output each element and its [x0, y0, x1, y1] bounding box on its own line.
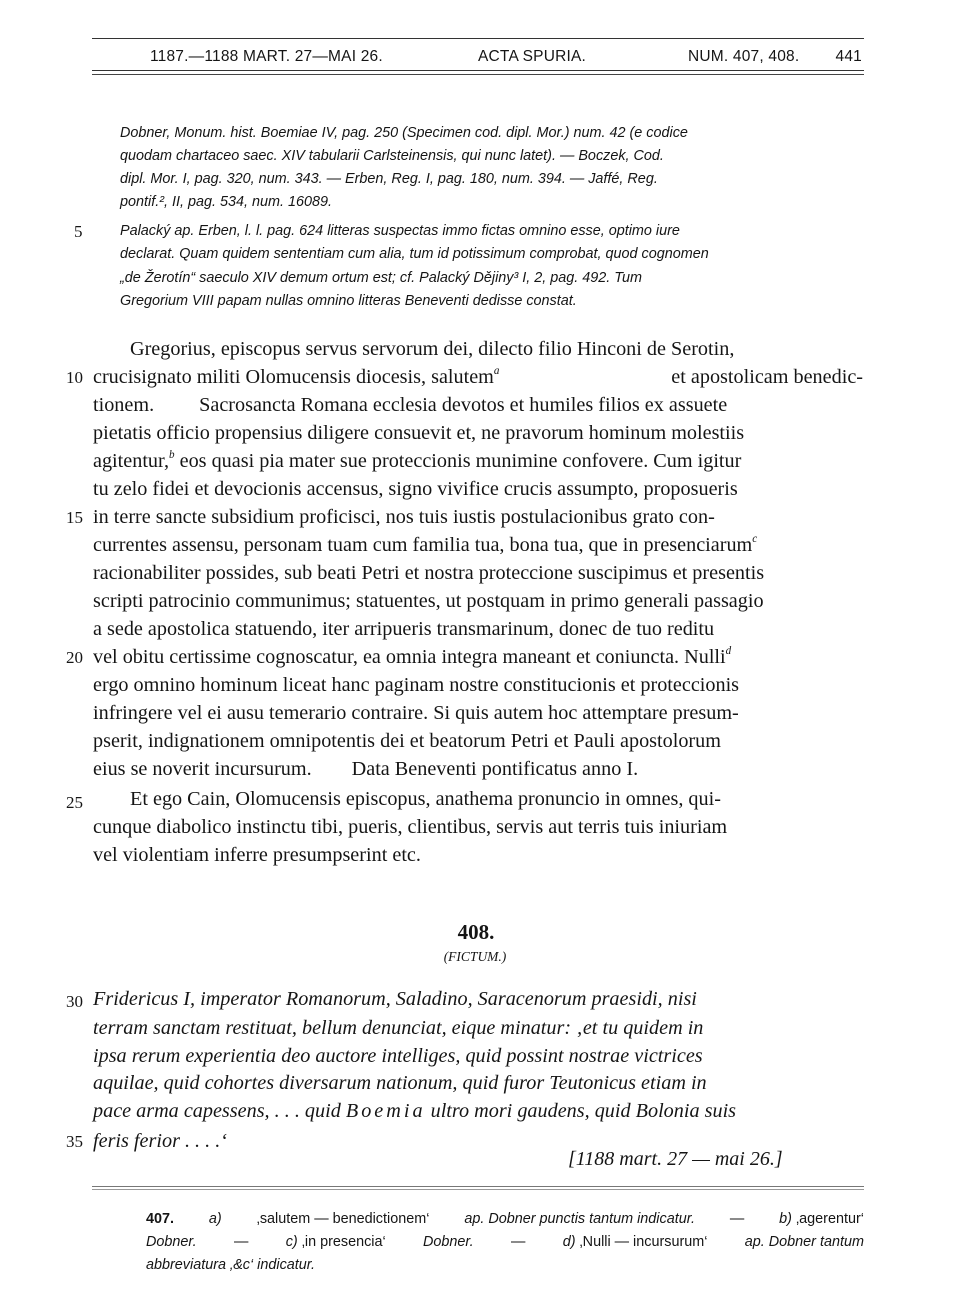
line-number-35: 35	[66, 1132, 83, 1151]
page-number: 441	[835, 48, 862, 65]
footnote-document-number: 407.	[146, 1211, 175, 1227]
note-line-1: Dobner, Monum. hist. Boemiae IV, pag. 250 (Specimen cod. dipl. Mor.) num. 42 (e codice	[120, 125, 688, 141]
text-line: pietatis officio propensius diligere consuevit et, ne pravorum hominum molestiis	[93, 422, 745, 444]
footnote-segment	[286, 1234, 386, 1250]
text-segment: et apostolicam benedic-	[671, 366, 863, 388]
document-number: 408.	[457, 920, 495, 944]
footnote-segment: —	[729, 1211, 745, 1227]
text-segment: currentes assensu, personam tuam cum familia tua, bona tua, que in presenciarum	[93, 534, 753, 556]
text-line	[93, 1100, 863, 1123]
text-line: a sede apostolica statuendo, iter arripueris transmarinum, donec de tuo reditu	[93, 618, 715, 640]
note-line-8: Gregorium VIII papam nullas omnino litteras Beneventi dedisse constat.	[120, 293, 577, 309]
text-line: vel violentiam inferre presumpserint etc.	[93, 844, 421, 866]
text-line: scripti patrocinio communimus; statuentes, ut postquam in primo generali passagio	[93, 590, 764, 612]
footnote-ref-c: c	[752, 533, 758, 546]
line-number-30: 30	[66, 992, 83, 1011]
footnote-segment: ‚salutem — benedictionem‘	[256, 1211, 430, 1227]
footnote-segment: —	[510, 1234, 526, 1250]
text-segment: pace arma capessens, . . . quid	[93, 1100, 341, 1122]
header-doc-numbers: NUM. 407, 408.	[688, 48, 800, 65]
footnote-label-b: b)	[779, 1211, 792, 1227]
text-line	[93, 450, 863, 473]
running-header	[140, 46, 862, 72]
text-line	[93, 788, 863, 811]
note-line-5: Palacký ap. Erben, l. l. pag. 624 litteras suspectas immo fictas omnino esse, optimo iure	[120, 223, 680, 239]
header-rule-double-1	[92, 70, 864, 71]
text-segment: eos quasi pia mater sue proteccionis munimine confovere. Cum igitur	[179, 450, 742, 472]
footnote-segment	[779, 1211, 864, 1227]
footnote-line-3	[146, 1257, 864, 1273]
text-line: ergo omnino hominum liceat hanc paginam nostre constitucionis et proteccionis	[93, 674, 740, 696]
note-line-6: declarat. Quam quidem sententiam cum alia, tum id potissimum comprobat, quod cognomen	[120, 246, 709, 262]
text-line	[93, 534, 863, 557]
document-date: [1188 mart. 27 — mai 26.]	[568, 1148, 783, 1170]
footnote-segment: abbreviatura ‚&c‘ indicatur.	[146, 1257, 316, 1273]
text-line: cunque diabolico instinctu tibi, pueris, clientibus, servis aut terris tuis iniuriam	[93, 816, 728, 838]
header-rule-top	[92, 38, 864, 39]
footnote-rule-2	[92, 1189, 864, 1190]
footnote-ref-b: b	[169, 449, 175, 462]
text-line	[93, 646, 863, 669]
text-segment: ultro mori gaudens, quid Bolonia suis	[430, 1100, 737, 1122]
footnote-segment	[464, 1211, 695, 1227]
note-line-3: dipl. Mor. I, pag. 320, num. 343. — Erben, Reg. I, pag. 180, num. 394. — Jaffé, Reg.	[120, 171, 658, 187]
footnote-segment: Dobner.	[423, 1234, 474, 1250]
header-date-range: 1187.—1188 MART. 27—MAI 26.	[150, 48, 383, 65]
text-line	[93, 366, 863, 389]
note-line-4: pontif.², II, pag. 534, num. 16089.	[120, 194, 333, 210]
note-line-7: „de Žerotín“ saeculo XIV demum ortum est; cf. Palacký Dějiny³ I, 2, pag. 492. Tum	[120, 270, 643, 286]
text-line: aquilae, quid cohortes diversarum nationum, quid furor Teutonicus etiam in	[93, 1072, 707, 1094]
footnote-segment: ‚agerentur‘	[795, 1211, 864, 1227]
text-segment: crucisignato militi Olomucensis diocesis, salutem	[93, 366, 494, 388]
footnote-segment: ‚Nulli — incursurum‘	[579, 1234, 708, 1250]
text-line: tu zelo fidei et devocionis accensus, signo vivifice crucis assumpto, proposueris	[93, 478, 738, 500]
line-number-5: 5	[74, 222, 83, 241]
text-segment: Data Beneventi pontificatus anno I.	[351, 758, 639, 780]
text-line: terram sanctam restituat, bellum denunciat, eique minatur: ‚et tu quidem in	[93, 1017, 704, 1039]
text-segment: vel obitu certissime cognoscatur, ea omnia integra maneant et coniuncta. Nulli	[93, 646, 726, 668]
text-line: ipsa rerum experientia deo auctore intelliges, quid possint nostrae victrices	[93, 1045, 703, 1067]
header-section-title: ACTA SPURIA.	[478, 48, 587, 65]
footnote-segment: ‚in presencia‘	[301, 1234, 386, 1250]
footnote-line-1	[146, 1211, 864, 1227]
footnote-segment	[209, 1211, 222, 1227]
text-segment: Gregorius, episcopus servus servorum dei, dilecto filio Hinconi de Serotin,	[130, 338, 735, 360]
text-line: racionabiliter possides, sub beati Petri et nostra proteccione suscipimus et presentis	[93, 562, 765, 584]
text-segment: Et ego Cain, Olomucensis episcopus, anathema pronuncio in omnes, qui-	[130, 788, 721, 810]
footnote-segment: —	[233, 1234, 249, 1250]
footnote-line-2	[146, 1234, 864, 1250]
text-segment: Boemia	[345, 1100, 426, 1122]
footnote-segment	[563, 1234, 708, 1250]
text-segment: tionem.	[93, 394, 155, 416]
footnote-segment: Dobner.	[146, 1234, 197, 1250]
footnote-segment: ap. Dobner punctis tantum indicatur.	[464, 1211, 695, 1227]
text-segment: agitentur,	[93, 450, 169, 472]
text-line: infringere vel ei ausu temerario contraire. Si quis autem hoc attemptare presum-	[93, 702, 739, 724]
text-line	[93, 394, 863, 417]
line-number-25: 25	[66, 793, 83, 812]
line-number-15: 15	[66, 508, 83, 527]
text-segment: Sacrosancta Romana ecclesia devotos et humiles filios ex assuete	[199, 394, 728, 416]
header-rule-double-2	[92, 74, 864, 75]
note-line-2: quodam chartaceo saec. XIV tabularii Carlsteinensis, qui nunc latet). — Boczek, Cod.	[120, 148, 664, 164]
footnote-label-d: d)	[562, 1234, 576, 1250]
footnote-ref-d: d	[725, 645, 732, 658]
text-line	[93, 338, 863, 361]
text-line	[93, 988, 863, 1011]
footnote-segment: ap. Dobner tantum	[744, 1234, 864, 1250]
line-number-20: 20	[66, 648, 83, 667]
text-segment	[93, 366, 499, 389]
text-line: pserit, indignationem omnipotentis dei et beatorum Petri et Pauli apostolorum	[93, 730, 721, 752]
line-number-10: 10	[66, 368, 83, 387]
footnote-label-c: c)	[285, 1234, 298, 1250]
text-segment: eius se noverit incursurum.	[93, 758, 312, 780]
footnote-ref-a: a	[493, 365, 500, 378]
document-label: (FICTUM.)	[443, 949, 507, 964]
footnote-rule-1	[92, 1186, 864, 1187]
text-segment: Fridericus I, imperator Romanorum, Saladino, Saracenorum praesidi, nisi	[93, 988, 697, 1010]
text-line: in terre sancte subsidium proficisci, nos tuis iustis postulacionibus grato con-	[93, 506, 715, 528]
text-line: feris ferior . . . .‘	[93, 1130, 228, 1152]
footnote-label-a: a)	[208, 1211, 222, 1227]
text-line	[93, 758, 863, 781]
